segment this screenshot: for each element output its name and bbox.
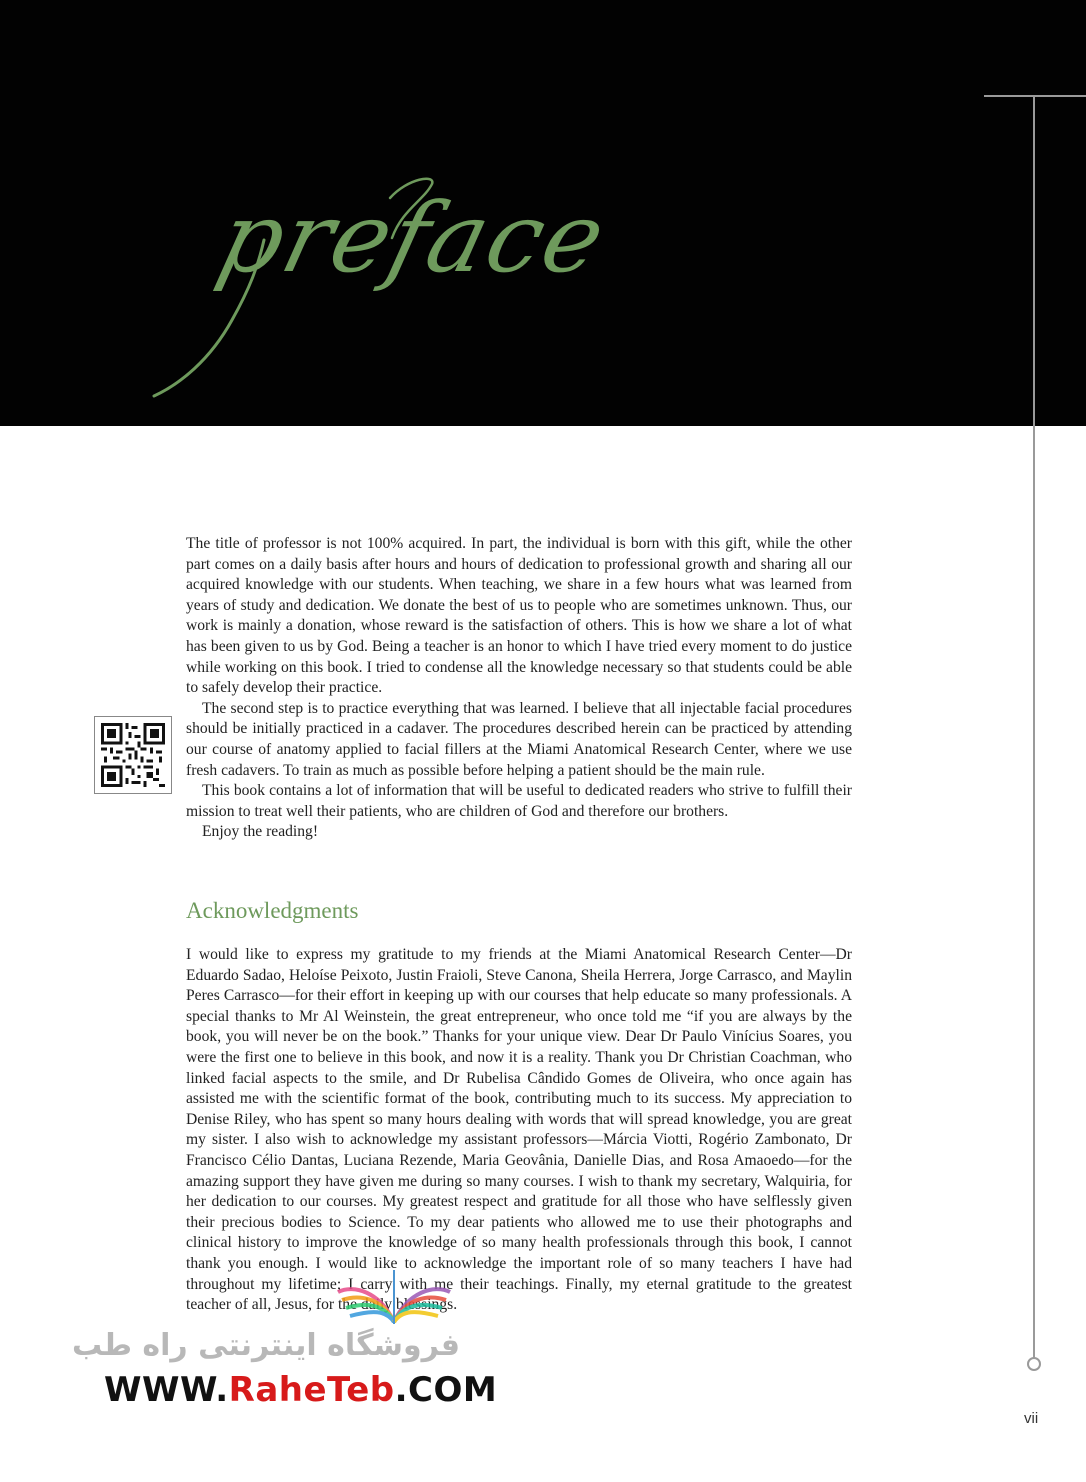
body-paragraph: This book contains a lot of information that will be useful to dedicated readers who strive to fulfill their mission to treat well their patients, who are children of God and therefore our brothers. <box>186 782 852 820</box>
margin-rule-top <box>984 95 1086 97</box>
watermark-persian-text: فروشگاه اینترنتی راه طب <box>71 1328 460 1363</box>
watermark-url-brand: RaheTeb <box>228 1370 395 1410</box>
header-band <box>0 0 1086 426</box>
title-swash-icon <box>140 170 460 410</box>
body-paragraph: The second step is to practice everything that was learned. I believe that all injectable facial procedures should be initially practiced in a cadaver. The procedures described herein can be practiced by attending our course of anatomy applied to facial fillers at the Miami Anatomical Research Center, where we use fresh cadavers. To train as much as possible before helping a patient should be the main rule. <box>186 699 852 779</box>
body-paragraph: The title of professor is not 100% acquired. In part, the individual is born with this gift, while the other part comes on a daily basis after hours and hours of dedication to professional growth and sharing all our acquired knowledge with our students. When teaching, we share in a few hours what was learned from years of study and dedication. We donate the best of us to people who are sometimes unknown. Thus, our work is mainly a donation, whose reward is the satisfaction of others. This is how we share a lot of what has been given to us by God. Being a teacher is an honor to which I have tried every moment to do justice while working on this book. I tried to condense all the knowledge necessary so that students could be able to safely develop their practice. <box>186 535 852 697</box>
margin-rule-vertical <box>1033 96 1035 1358</box>
open-book-logo-icon <box>332 1262 456 1332</box>
preface-body <box>186 534 852 843</box>
acknowledgments-heading: Acknowledgments <box>186 898 359 923</box>
margin-rule-end-circle <box>1027 1357 1041 1371</box>
watermark-url-prefix: WWW. <box>104 1370 229 1410</box>
acknowledgments-body <box>186 945 852 1316</box>
watermark-url-suffix: .COM <box>394 1370 498 1410</box>
qr-code-icon[interactable] <box>94 716 172 794</box>
acknowledgments-paragraph: I would like to express my gratitude to my friends at the Miami Anatomical Research Center—Dr Eduardo Sadao, Heloíse Peixoto, Justin Fraioli, Steve Canona, Sheila Herrera, Jorge Carrasco, and Maylin Peres Carrasco—for their effort in keeping up with our courses that help educate so many professionals. A special thanks to Mr Al Weinstein, the great entrepreneur, who once told me “if you are always by the book, you will never be on the book.” Thanks for your unique view. Dear Dr Paulo Vinícius Soares, you were the first one to believe in this book, and now it is a reality. Thank you Dr Christian Coachman, who linked facial aspects to the smile, and Dr Rubelisa Cândido Gomes de Oliveira, who once again has assisted me with the scientific format of the book, contributing much to its success. My appreciation to Denise Riley, who has spent so many hours dealing with words that will spread knowledge, you are great my sister. I also wish to acknowledge my assistant professors—Márcia Viotti, Rogério Zambonato, Dr Francisco Célio Dantas, Luciana Rezende, Maria Geovânia, Danielle Dias, and Rosa Amaoedo—for the amazing support they have given me during so many courses. I wish to thank my secretary, Walquiria, for her dedication to our courses. My greatest respect and gratitude for all those who have selflessly given their precious bodies to Science. To my dear patients who allowed me to use their photographs and clinical history to improve the knowledge of so many health professionals through this book, I cannot thank you enough. I would like to acknowledge the important role of so many teachers I have had throughout my lifetime; I carry with me their teachings. Finally, my eternal gratitude to the greatest teacher of all, Jesus, for the daily blessings. <box>186 946 852 1314</box>
page-number: vii <box>1024 1410 1039 1427</box>
watermark-url[interactable] <box>104 1370 497 1410</box>
qr-pattern <box>101 723 165 787</box>
page-title: preface <box>208 182 618 294</box>
body-paragraph: Enjoy the reading! <box>202 823 319 841</box>
